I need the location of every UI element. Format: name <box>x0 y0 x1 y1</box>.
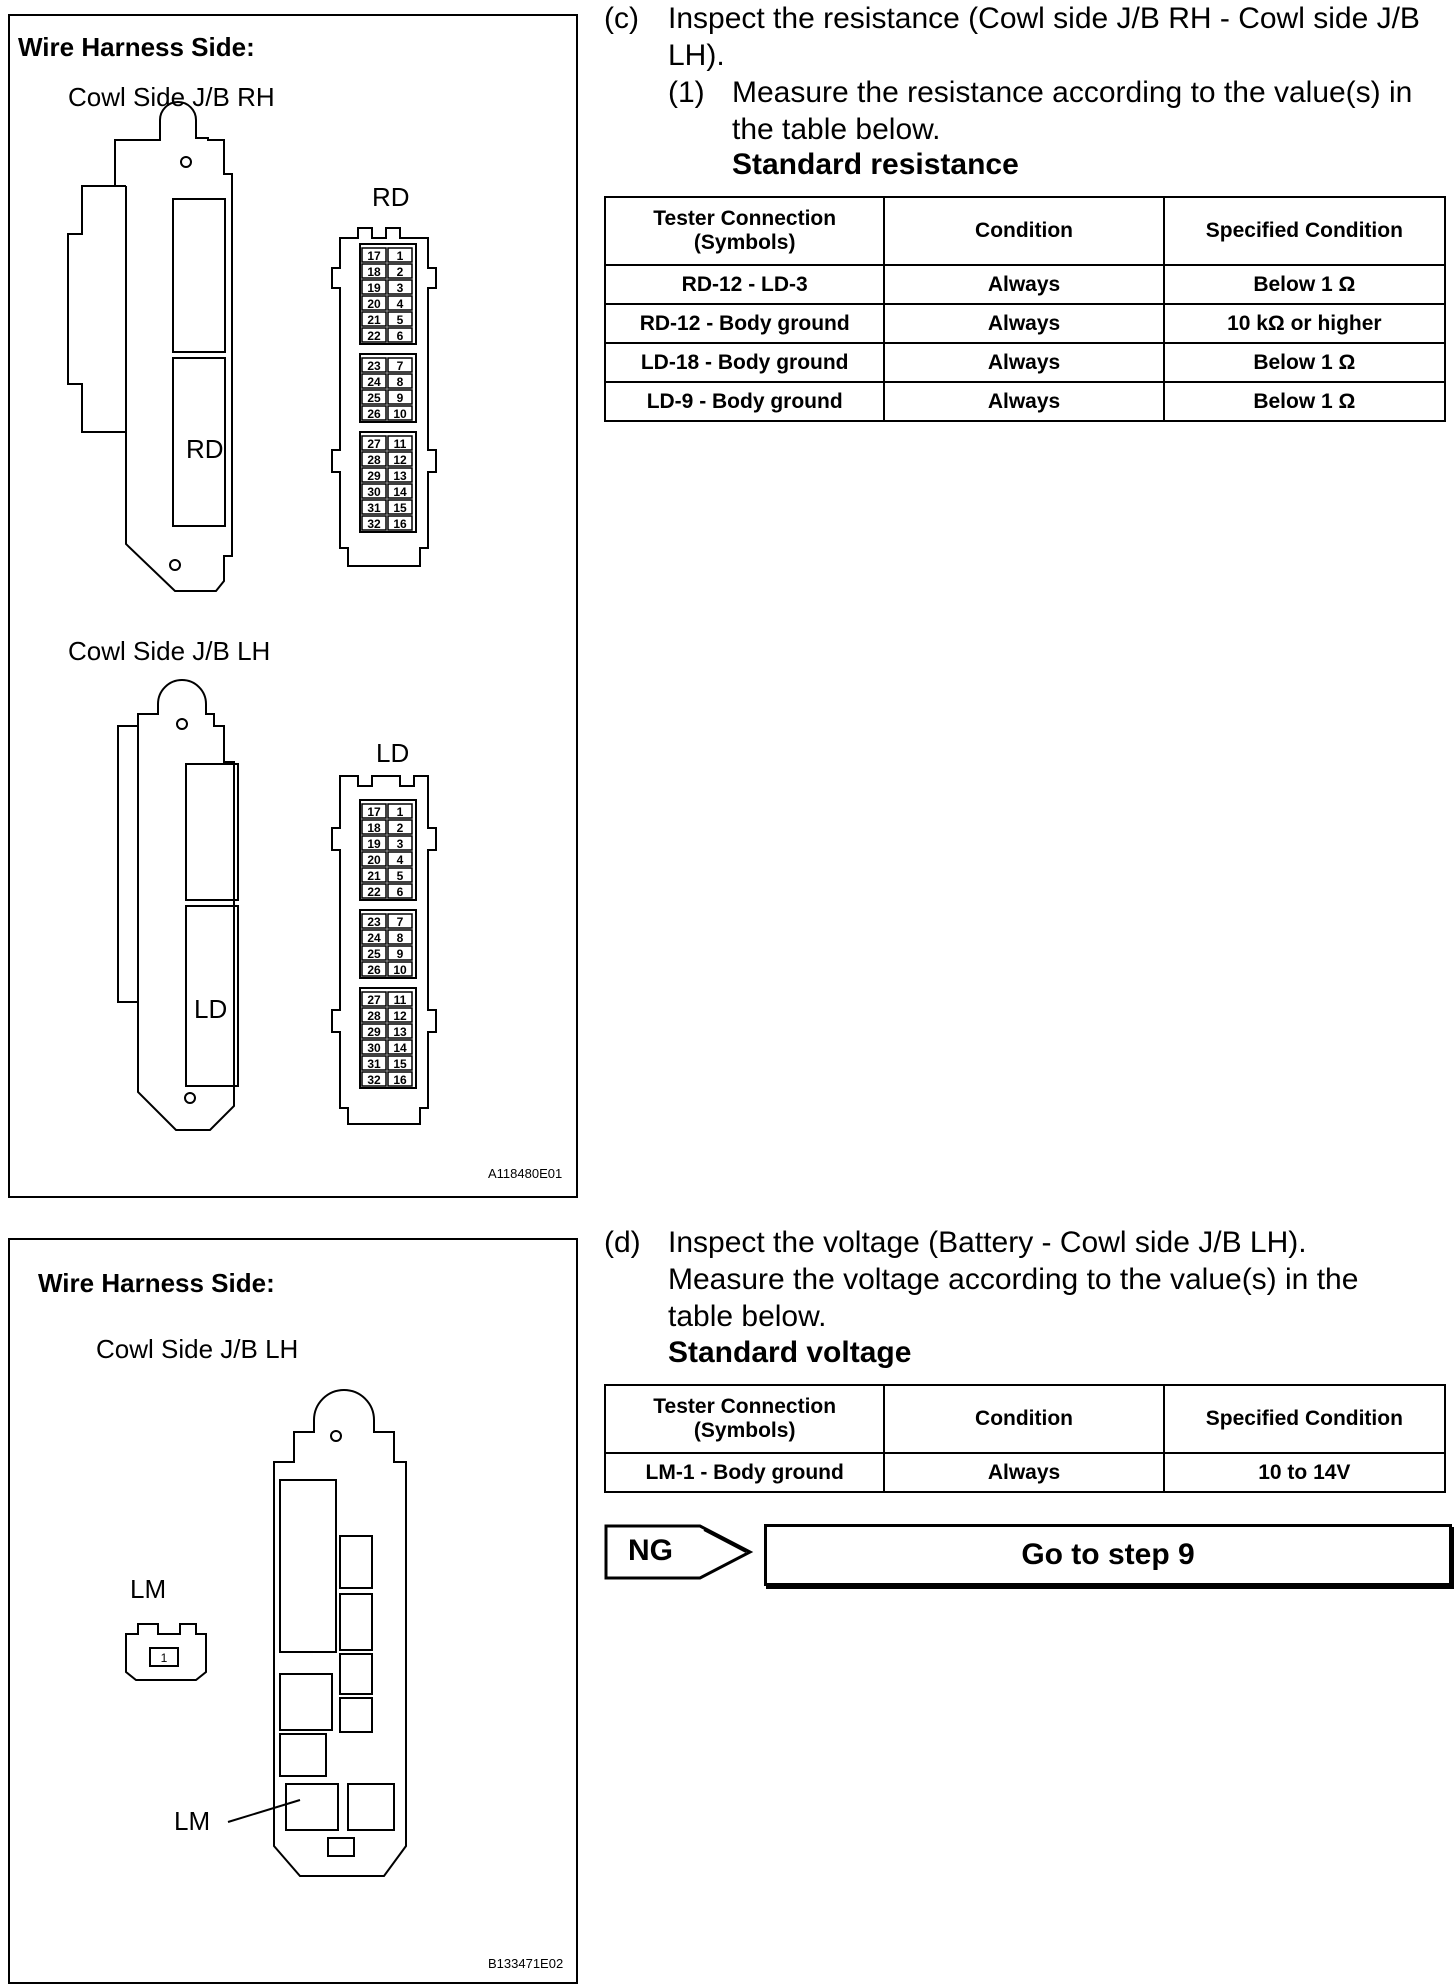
connector-pin-number: 9 <box>396 947 404 961</box>
cowl-side-jb-lh-label: Cowl Side J/B LH <box>96 1334 299 1364</box>
connector-pin-number: 18 <box>367 821 381 835</box>
connector-pin-number: 1 <box>396 249 404 263</box>
cell-condition: Always <box>884 343 1163 382</box>
connector-pin-number: 6 <box>396 885 404 899</box>
ng-label: NG <box>628 1534 673 1567</box>
table-row <box>605 1453 1445 1492</box>
voltage-table <box>604 1384 1446 1493</box>
table-row <box>605 304 1445 343</box>
connector-pin-number: 30 <box>367 1041 381 1055</box>
cell-condition: Always <box>884 382 1163 421</box>
connector-pin-number: 3 <box>396 281 404 295</box>
rd-connector-label: RD <box>372 182 410 212</box>
connector-pin-number: 7 <box>396 359 404 373</box>
figure-title: Wire Harness Side: <box>18 32 255 62</box>
table-header-row <box>605 1385 1445 1453</box>
header-tester-connection: Tester Connection (Symbols) <box>605 197 884 265</box>
connector-pin-number: 2 <box>396 821 404 835</box>
connector-pin-number: 26 <box>367 407 381 421</box>
connector-pin-number: 24 <box>367 931 381 945</box>
connector-pin-number: 23 <box>367 915 381 929</box>
connector-pin-number: 21 <box>367 869 381 883</box>
connector-pin-number: 25 <box>367 391 381 405</box>
cell-specified: Below 1 Ω <box>1164 382 1445 421</box>
connector-pin-number: 32 <box>367 517 381 531</box>
figure-cowl-jb-lh-lm <box>8 1238 578 1984</box>
connector-pin-number: 16 <box>393 517 407 531</box>
connector-pin-number: 15 <box>393 501 407 515</box>
connector-pin-number: 18 <box>367 265 381 279</box>
connector-pin-number: 11 <box>393 437 407 451</box>
table-row <box>605 382 1445 421</box>
connector-pin-number: 14 <box>393 1041 407 1055</box>
header-specified-condition: Specified Condition <box>1164 197 1445 265</box>
connector-pin-number: 22 <box>367 885 381 899</box>
connector-pin-number: 8 <box>396 931 404 945</box>
connector-pin-number: 24 <box>367 375 381 389</box>
cell-condition: Always <box>884 304 1163 343</box>
cell-connection: RD-12 - Body ground <box>605 304 884 343</box>
connector-pin-number: 8 <box>396 375 404 389</box>
connector-pin-number: 4 <box>396 297 404 311</box>
connector-pin-number: 27 <box>367 993 381 1007</box>
connector-pin-number: 30 <box>367 485 381 499</box>
connector-pin-number: 1 <box>396 805 404 819</box>
connector-pin-number: 21 <box>367 313 381 327</box>
standard-resistance-heading: Standard resistance <box>732 148 1019 181</box>
connector-pin-number: 14 <box>393 485 407 499</box>
connector-pin-number: 5 <box>396 313 404 327</box>
connector-pin-number: 22 <box>367 329 381 343</box>
connector-pin-number: 19 <box>367 281 381 295</box>
connector-pin-number: 29 <box>367 1025 381 1039</box>
table-row <box>605 343 1445 382</box>
connector-pin-number: 17 <box>367 249 381 263</box>
connector-pin-number: 28 <box>367 453 381 467</box>
resistance-table <box>604 196 1446 422</box>
connector-pin-number: 4 <box>396 853 404 867</box>
table-header-row <box>605 197 1445 265</box>
table-row <box>605 265 1445 304</box>
connector-pin-number: 31 <box>367 1057 381 1071</box>
cell-connection: LM-1 - Body ground <box>605 1453 884 1492</box>
cell-condition: Always <box>884 1453 1163 1492</box>
lm-connector-label: LM <box>130 1574 167 1604</box>
connector-pin-number: 2 <box>396 265 404 279</box>
cell-connection: RD-12 - LD-3 <box>605 265 884 304</box>
cell-connection: LD-18 - Body ground <box>605 343 884 382</box>
connector-pin-number: 5 <box>396 869 404 883</box>
figure-cowl-jb-rh-lh <box>8 14 578 1198</box>
connector-pin-number: 10 <box>393 963 407 977</box>
step-d-tag: (d) <box>604 1226 641 1259</box>
connector-pin-number: 32 <box>367 1073 381 1087</box>
ld-connector-label: LD <box>376 738 410 768</box>
connector-pin-number: 20 <box>367 853 381 867</box>
connector-pin-number: 27 <box>367 437 381 451</box>
connector-pin-number: 20 <box>367 297 381 311</box>
ld-jb-label: LD <box>194 994 228 1024</box>
connector-pin-number: 6 <box>396 329 404 343</box>
header-specified-condition: Specified Condition <box>1164 1385 1445 1453</box>
step-c-1 <box>668 74 1450 148</box>
step-c-tag: (c) <box>604 2 639 35</box>
connector-pin-number: 9 <box>396 391 404 405</box>
step-c-1-tag: (1) <box>668 76 705 109</box>
cell-specified: Below 1 Ω <box>1164 265 1445 304</box>
lm-pin-number: 1 <box>160 1651 168 1665</box>
lm-pointer-label: LM <box>174 1806 211 1836</box>
connector-pin-number: 19 <box>367 837 381 851</box>
header-tester-connection: Tester Connection (Symbols) <box>605 1385 884 1453</box>
connector-pin-number: 7 <box>396 915 404 929</box>
connector-pin-number: 11 <box>393 993 407 1007</box>
connector-pin-number: 12 <box>393 453 407 467</box>
connector-pin-number: 10 <box>393 407 407 421</box>
cowl-side-jb-rh-label: Cowl Side J/B RH <box>68 82 275 112</box>
go-to-step-9-link[interactable]: Go to step 9 <box>764 1524 1452 1586</box>
connector-pin-number: 25 <box>367 947 381 961</box>
cell-specified: 10 to 14V <box>1164 1453 1445 1492</box>
cell-condition: Always <box>884 265 1163 304</box>
connector-pin-number: 13 <box>393 469 407 483</box>
cell-specified: 10 kΩ or higher <box>1164 304 1445 343</box>
figure-code: B133471E02 <box>488 1956 564 1971</box>
connector-pin-number: 29 <box>367 469 381 483</box>
step-c <box>604 0 1450 74</box>
figure-code: A118480E01 <box>488 1166 563 1181</box>
connector-pin-number: 15 <box>393 1057 407 1071</box>
connector-diagram <box>10 16 576 1196</box>
connector-pin-number: 16 <box>393 1073 407 1087</box>
cowl-side-jb-lh-label: Cowl Side J/B LH <box>68 636 271 666</box>
step-d-text: Inspect the voltage (Battery - Cowl side J/B LH). Measure the voltage according to the value(s) in the table below. <box>668 1226 1359 1333</box>
header-condition: Condition <box>884 197 1163 265</box>
rd-jb-label: RD <box>186 434 224 464</box>
cell-specified: Below 1 Ω <box>1164 343 1445 382</box>
connector-pin-number: 12 <box>393 1009 407 1023</box>
connector-pin-number: 17 <box>367 805 381 819</box>
connector-pin-number: 23 <box>367 359 381 373</box>
connector-pin-number: 3 <box>396 837 404 851</box>
connector-pin-number: 31 <box>367 501 381 515</box>
connector-pin-number: 28 <box>367 1009 381 1023</box>
ng-arrow-icon <box>604 1522 756 1584</box>
standard-voltage-heading: Standard voltage <box>668 1336 912 1369</box>
ng-arrow-box <box>604 1522 756 1584</box>
figure-title: Wire Harness Side: <box>38 1268 275 1298</box>
step-c-text: Inspect the resistance (Cowl side J/B RH - Cowl side J/B LH). <box>668 2 1420 72</box>
connector-pin-number: 26 <box>367 963 381 977</box>
header-condition: Condition <box>884 1385 1163 1453</box>
connector-pin-number: 13 <box>393 1025 407 1039</box>
step-d <box>604 1224 1450 1336</box>
step-c-1-text: Measure the resistance according to the value(s) in the table below. <box>732 76 1413 146</box>
cell-connection: LD-9 - Body ground <box>605 382 884 421</box>
